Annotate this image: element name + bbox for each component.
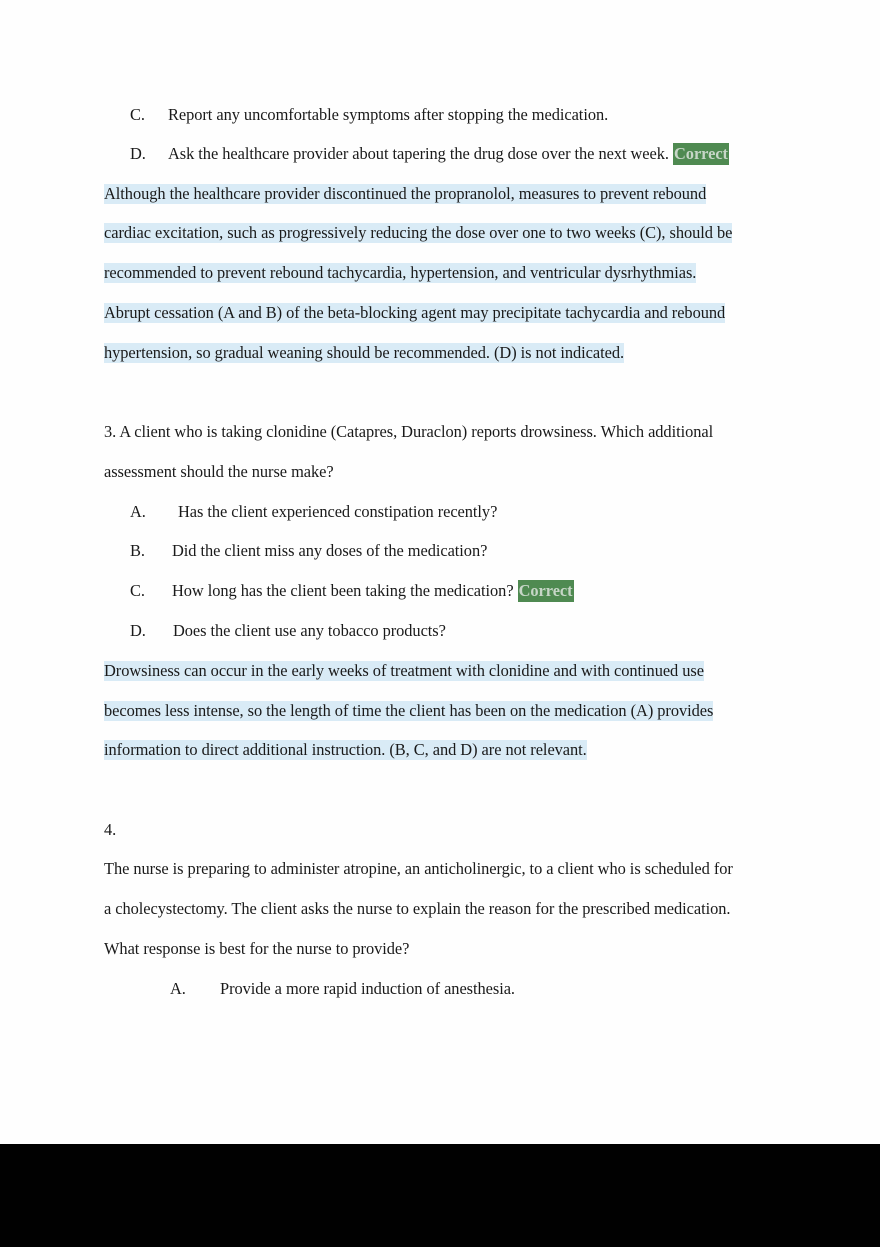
option-letter: C.	[130, 581, 145, 600]
bottom-black-band	[0, 1144, 880, 1247]
q4-option-a	[170, 978, 515, 1000]
q3-stem-line: assessment should the nurse make?	[104, 462, 334, 481]
option-letter: D.	[130, 144, 146, 163]
option-text: Has the client experienced constipation recently?	[178, 502, 498, 521]
option-text: Report any uncomfortable symptoms after stopping the medication.	[168, 105, 609, 124]
option-text: How long has the client been taking the medication?	[172, 581, 514, 600]
option-letter: A.	[130, 502, 146, 521]
option-letter: C.	[130, 105, 145, 124]
option-letter: D.	[130, 621, 146, 640]
q2-rationale-line: Abrupt cessation (A and B) of the beta-blocking agent may precipitate tachycardia and rebound	[104, 303, 726, 322]
q2-rationale-line: recommended to prevent rebound tachycardia, hypertension, and ventricular dysrhythmias.	[104, 263, 697, 282]
q3-option-c	[130, 580, 574, 602]
option-text: Provide a more rapid induction of anesthesia.	[220, 979, 515, 998]
option-letter: A.	[170, 979, 186, 998]
correct-badge: Correct	[518, 581, 573, 600]
q3-rationale-line: Drowsiness can occur in the early weeks of treatment with clonidine and with continued use	[104, 661, 704, 680]
q3-stem-line: 3. A client who is taking clonidine (Catapres, Duraclon) reports drowsiness. Which additional	[104, 422, 714, 441]
q3-rationale-line: becomes less intense, so the length of time the client has been on the medication (A) provides	[104, 701, 714, 720]
correct-badge: Correct	[674, 144, 728, 163]
q3-option-b	[130, 540, 487, 562]
q2-rationale-line: hypertension, so gradual weaning should be recommended. (D) is not indicated.	[104, 343, 625, 362]
q4-number: 4.	[104, 820, 117, 839]
q3-option-a	[130, 501, 497, 523]
q3-rationale-line: information to direct additional instruction. (B, C, and D) are not relevant.	[104, 740, 587, 759]
q4-stem-line: What response is best for the nurse to provide?	[104, 939, 410, 958]
q3-option-d	[130, 620, 446, 642]
option-text: Ask the healthcare provider about tapering the drug dose over the next week.	[168, 144, 669, 163]
q2-rationale-line: cardiac excitation, such as progressively reducing the dose over one to two weeks (C), should be	[104, 223, 733, 242]
option-letter: B.	[130, 541, 145, 560]
q4-stem-line: The nurse is preparing to administer atropine, an anticholinergic, to a client who is scheduled for	[104, 859, 733, 878]
q2-option-d	[130, 143, 729, 165]
q2-option-c	[130, 104, 608, 126]
option-text: Does the client use any tobacco products?	[173, 621, 446, 640]
q2-rationale-line: Although the healthcare provider discontinued the propranolol, measures to prevent rebound	[104, 184, 707, 203]
option-text: Did the client miss any doses of the medication?	[172, 541, 488, 560]
q4-stem-line: a cholecystectomy. The client asks the nurse to explain the reason for the prescribed medication.	[104, 899, 731, 918]
